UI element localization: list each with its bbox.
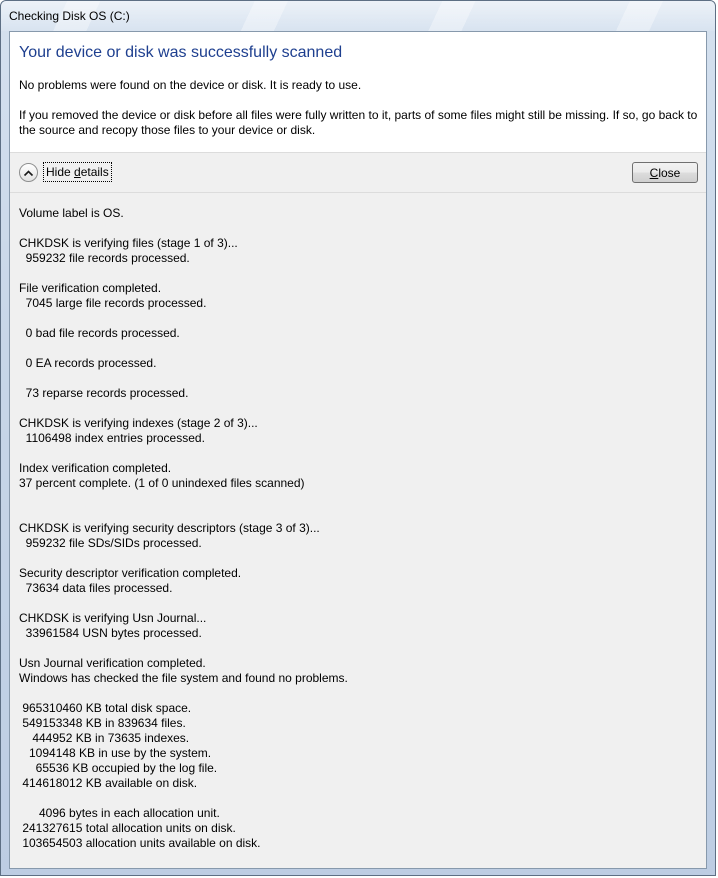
details-log-line: 73 reparse records processed.	[19, 386, 189, 400]
details-log-line: CHKDSK is verifying files (stage 1 of 3)...	[19, 236, 238, 250]
details-log-line: Usn Journal verification completed.	[19, 656, 206, 670]
details-toggle-bar	[10, 153, 706, 193]
details-log-line: 7045 large file records processed.	[19, 296, 207, 310]
hide-details-label-suffix: etails	[80, 165, 109, 179]
details-log-line: 1106498 index entries processed.	[19, 431, 205, 445]
hide-details-label-prefix: Hide	[46, 165, 75, 179]
details-log-line: Volume label is OS.	[19, 206, 124, 220]
close-label-suffix: lose	[658, 165, 681, 180]
result-message: No problems were found on the device or disk. It is ready to use.	[19, 78, 362, 92]
details-log-line: 414618012 KB available on disk.	[19, 776, 198, 790]
details-log-line: 33961584 USN bytes processed.	[19, 626, 202, 640]
details-log-line: Index verification completed.	[19, 461, 172, 475]
window-title: Checking Disk OS (C:)	[9, 9, 130, 23]
details-log-line: CHKDSK is verifying indexes (stage 2 of 3)...	[19, 416, 258, 430]
details-log-line: 103654503 allocation units available on disk.	[19, 836, 261, 850]
details-log-line: 73634 data files processed.	[19, 581, 173, 595]
details-log-line: 444952 KB in 73635 indexes.	[19, 731, 190, 745]
details-log-line: Security descriptor verification completed.	[19, 566, 242, 580]
details-log-line: 965310460 KB total disk space.	[19, 701, 192, 715]
chevron-up-icon[interactable]	[19, 163, 38, 182]
details-log-line: CHKDSK is verifying Usn Journal...	[19, 611, 207, 625]
details-log-line: 549153348 KB in 839634 files.	[19, 716, 186, 730]
details-log-line: 241327615 total allocation units on disk.	[19, 821, 236, 835]
details-log-line: 0 bad file records processed.	[19, 326, 180, 340]
recopy-advice-message: If you removed the device or disk before all files were fully written to it, parts of some files might still be missing. If so, go back to the source and recopy those files to your device or disk.	[19, 108, 698, 137]
details-log-line: 65536 KB occupied by the log file.	[19, 761, 218, 775]
details-log-line: File verification completed.	[19, 281, 162, 295]
dialog-client-area	[9, 31, 707, 869]
hide-details-accelerator: d	[74, 165, 81, 179]
hide-details-link[interactable]	[43, 162, 112, 182]
close-accelerator: C	[649, 165, 659, 180]
result-header-panel	[10, 32, 706, 153]
details-log-line: Windows has checked the file system and found no problems.	[19, 671, 348, 685]
result-heading: Your device or disk was successfully scanned	[19, 44, 343, 61]
details-log-line: 959232 file SDs/SIDs processed.	[19, 536, 202, 550]
details-log-line: 0 EA records processed.	[19, 356, 157, 370]
details-log-line: 1094148 KB in use by the system.	[19, 746, 212, 760]
title-bar[interactable]	[1, 1, 715, 31]
details-log-line: CHKDSK is verifying security descriptors (stage 3 of 3)...	[19, 521, 320, 535]
chkdsk-details-log	[19, 206, 699, 851]
details-log-line: 4096 bytes in each allocation unit.	[19, 806, 220, 820]
close-button[interactable]	[632, 162, 698, 183]
details-log-line: 37 percent complete. (1 of 0 unindexed files scanned)	[19, 476, 305, 490]
details-log-line: 959232 file records processed.	[19, 251, 190, 265]
